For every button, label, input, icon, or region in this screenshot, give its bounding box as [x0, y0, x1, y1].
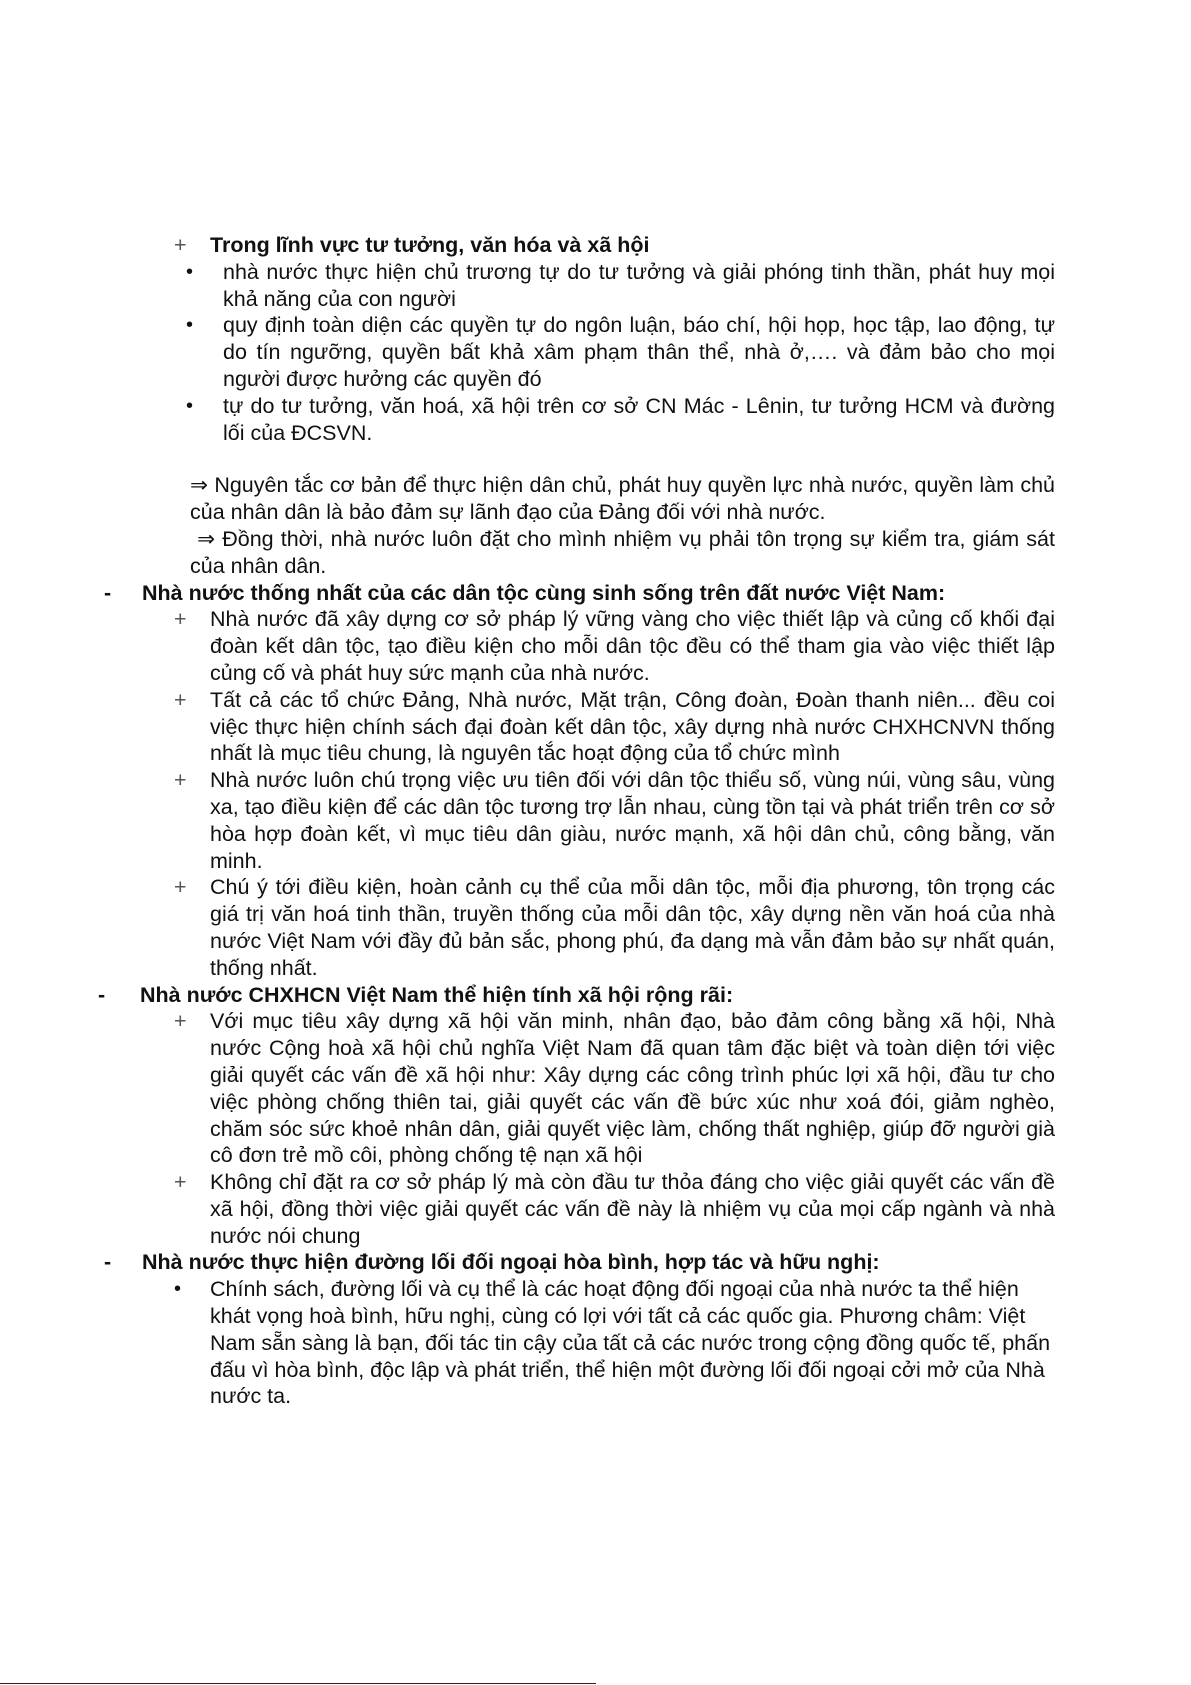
list-item: [0, 312, 1191, 392]
bullet-marker: •: [174, 1278, 182, 1301]
bullet-marker: •: [186, 260, 194, 283]
list-item-text: quy định toàn diện các quyền tự do ngôn luận, báo chí, hội họp, học tập, lao động, tự do tín ngưỡng, quyền bất khả xâm phạm thân thể, nhà ở,…. và đảm bảo cho mọi người được hưởng các quyền đó: [223, 313, 1055, 391]
section-heading-unity: [0, 580, 1191, 607]
list-item: [0, 687, 1191, 767]
plus-marker: +: [174, 875, 187, 900]
list-item-text: Với mục tiêu xây dựng xã hội văn minh, nhân đạo, bảo đảm công bằng xã hội, Nhà nước Cộng hoà xã hội chủ nghĩa Việt Nam đã quan tâm đặc biệt và toàn diện tới việc giải quyết các vấn đề xã hội như: Xây dựng các công trình phúc lợi xã hội, đầu tư cho việc phòng chống thiên tai, giải quyết các vấn đề bức xúc như xoá đói, giảm nghèo, chăm sóc sức khoẻ nhân dân, giải quyết việc làm, chống thất nghiệp, giúp đỡ người già cô đơn trẻ mồ côi, phòng chống tệ nạn xã hội: [210, 1009, 1055, 1168]
plus-marker: +: [174, 768, 187, 793]
list-item-text: Không chỉ đặt ra cơ sở pháp lý mà còn đầu tư thỏa đáng cho việc giải quyết các vấn đề xã hội, đồng thời việc giải quyết các vấn đề này là nhiệm vụ của mọi cấp ngành và nhà nước nói chung: [210, 1170, 1055, 1248]
section-heading-foreign: [0, 1249, 1191, 1276]
conclusion-text: ⇒ Nguyên tắc cơ bản để thực hiện dân chủ, phát huy quyền lực nhà nước, quyền làm chủ của nhân dân là bảo đảm sự lãnh đạo của Đảng đối với nhà nước.: [190, 473, 1055, 525]
list-item: [0, 1008, 1191, 1169]
list-item: [0, 259, 1191, 313]
plus-marker: +: [174, 1170, 187, 1195]
spacer: [0, 446, 1191, 472]
list-item: [0, 1276, 1191, 1410]
footer-divider: [0, 1683, 596, 1684]
list-item-text: Chính sách, đường lối và cụ thể là các hoạt động đối ngoại của nhà nước ta thể hiện khát vọng hoà bình, hữu nghị, cùng có lợi với tất cả các quốc gia. Phương châm: Việt Nam sẵn sàng là bạn, đối tác tin cậy của tất cả các nước trong cộng đồng quốc tế, phấn đấu vì hòa bình, độc lập và phát triển, thể hiện một đường lối đối ngoại cởi mở của Nhà nước ta.: [210, 1277, 1051, 1409]
list-item: [0, 1169, 1191, 1249]
bullet-marker: •: [186, 314, 194, 337]
plus-marker: +: [174, 687, 187, 712]
list-item: [0, 767, 1191, 874]
list-item-text: tự do tư tưởng, văn hoá, xã hội trên cơ sở CN Mác - Lênin, tư tưởng HCM và đường lối của ĐCSVN.: [223, 393, 1055, 445]
list-item-text: nhà nước thực hiện chủ trương tự do tư tưởng và giải phóng tinh thần, phát huy mọi khả năng của con người: [223, 259, 1055, 311]
list-item-text: Tất cả các tổ chức Đảng, Nhà nước, Mặt trận, Công đoàn, Đoàn thanh niên... đều coi việc thực hiện chính sách đại đoàn kết dân tộc, xây dựng nhà nước CHXHCNVN thống nhất là mục tiêu chung, là nguyên tắc hoạt động của tổ chức mình: [210, 687, 1055, 766]
conclusion-paragraph: [0, 526, 1191, 580]
subheading-text: Trong lĩnh vực tư tưởng, văn hóa và xã hội: [210, 233, 650, 257]
dash-marker: -: [104, 1250, 112, 1275]
list-item-text: Nhà nước đã xây dựng cơ sở pháp lý vững vàng cho việc thiết lập và củng cố khối đại đoàn kết dân tộc, tạo điều kiện cho mỗi dân tộc đều có thể tham gia vào việc thiết lập củng cố và phát huy sức mạnh của nhà nước.: [210, 607, 1055, 685]
conclusion-paragraph: [0, 472, 1191, 526]
dash-marker: -: [104, 580, 112, 605]
bullet-marker: •: [186, 394, 194, 417]
subheading-culture: [0, 232, 1191, 259]
section-heading-text: Nhà nước CHXHCN Việt Nam thể hiện tính xã hội rộng rãi:: [140, 982, 734, 1007]
list-item: [0, 606, 1191, 686]
section-heading-social: [0, 982, 1191, 1009]
section-heading-text: Nhà nước thực hiện đường lối đối ngoại hòa bình, hợp tác và hữu nghị:: [142, 1250, 880, 1275]
plus-marker: +: [174, 607, 187, 632]
plus-marker: +: [174, 1009, 187, 1034]
list-item: [0, 874, 1191, 981]
conclusion-text: ⇒ Đồng thời, nhà nước luôn đặt cho mình nhiệm vụ phải tôn trọng sự kiểm tra, giám sát của nhân dân.: [190, 526, 1061, 578]
section-heading-text: Nhà nước thống nhất của các dân tộc cùng sinh sống trên đất nước Việt Nam:: [142, 580, 946, 605]
dash-marker: -: [98, 982, 106, 1007]
list-item-text: Nhà nước luôn chú trọng việc ưu tiên đối với dân tộc thiểu số, vùng núi, vùng sâu, vùng xa, tạo điều kiện để các dân tộc tương trợ lẫn nhau, cùng tồn tại và phát triển trên cơ sở hòa hợp đoàn kết, vì mục tiêu dân giàu, nước mạnh, xã hội dân chủ, công bằng, văn minh.: [210, 768, 1055, 873]
list-item: [0, 393, 1191, 447]
list-item-text: Chú ý tới điều kiện, hoàn cảnh cụ thể của mỗi dân tộc, mỗi địa phương, tôn trọng các giá trị văn hoá tinh thần, truyền thống của mỗi dân tộc, xây dựng nền văn hoá của nhà nước Việt Nam với đầy đủ bản sắc, phong phú, đa dạng mà vẫn đảm bảo sự nhất quán, thống nhất.: [210, 875, 1055, 980]
plus-marker: +: [174, 233, 187, 257]
page-content: [0, 232, 1191, 1410]
